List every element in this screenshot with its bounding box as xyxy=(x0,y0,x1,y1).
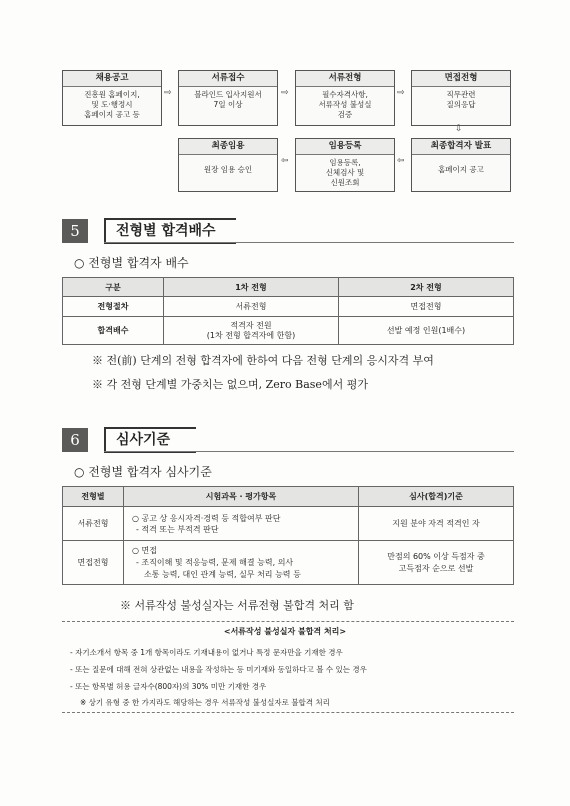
table-header: 2차 전형 xyxy=(339,278,514,297)
flow-box-body: 홈페이지 공고 xyxy=(438,165,484,174)
flow-box-registration xyxy=(295,138,395,192)
criteria-item: - 조직이해 및 적응능력, 문제 해결 능력, 의사 xyxy=(136,557,294,567)
criteria-item: ○ 면접 xyxy=(132,545,157,555)
flow-box-body: 원장 임용 승인 xyxy=(203,165,253,174)
flow-box-title: 면접전형 xyxy=(412,71,510,87)
table-header: 전형별 xyxy=(63,487,124,507)
flow-box-body: 임용등록, 신체검사 및 신원조회 xyxy=(325,158,365,187)
flow-box-final-announcement xyxy=(411,138,511,192)
table-header: 시험과목 · 평가항목 xyxy=(124,487,359,507)
table-cell: 만점의 60% 이상 득점자 중 고득점자 순으로 선발 xyxy=(359,541,514,585)
criteria-item: 소통 능력, 대인 관계 능력, 실무 처리 능력 등 xyxy=(144,569,301,579)
section-number: 6 xyxy=(62,428,88,452)
multiplier-table xyxy=(62,277,514,345)
section-subtitle: ○ 전형별 합격자 심사기준 xyxy=(74,465,212,479)
flow-box-body: 진흥원 홈페이지, 및 도·행정시 홈페이지 공고 등 xyxy=(84,90,140,119)
section-title: 전형별 합격배수 xyxy=(104,218,236,244)
arrow-right-icon: ⇨ xyxy=(281,88,289,98)
box-title: <서류작성 불성실자 불합격 처리> xyxy=(223,627,347,636)
table-cell: 면접전형 xyxy=(339,297,514,317)
table-cell: 합격배수 xyxy=(63,317,164,345)
table-cell: 전형절차 xyxy=(63,297,164,317)
table-cell: 적격자 전원 (1차 전형 합격자에 한함) xyxy=(164,317,339,345)
flow-box-title: 최종임용 xyxy=(179,139,277,155)
box-line: - 자기소개서 항목 중 1개 항목이라도 기재내용이 없거나 특정 문자만을 기재한 경우 xyxy=(70,648,343,657)
flow-box-interview xyxy=(411,70,511,126)
flow-box-title: 임용등록 xyxy=(296,139,394,155)
flow-box-title: 채용공고 xyxy=(63,71,161,87)
arrow-down-icon: ⇩ xyxy=(455,124,463,134)
table-cell: 지원 분야 자격 적격인 자 xyxy=(359,507,514,541)
flow-box-body: 직무관련 질의응답 xyxy=(446,90,476,109)
table-header: 심사(합격)기준 xyxy=(359,487,514,507)
note-line: ※ 전(前) 단계의 전형 합격자에 한하여 다음 전형 단계의 응시자격 부여 xyxy=(92,354,434,367)
table-cell: 선발 예정 인원(1배수) xyxy=(339,317,514,345)
flow-box-recruitment-notice xyxy=(62,70,162,126)
table-cell: 서류전형 xyxy=(63,507,124,541)
arrow-right-icon: ⇨ xyxy=(164,88,172,98)
criteria-item: - 적격 또는 부적격 판단 xyxy=(136,524,219,534)
section-title: 심사기준 xyxy=(104,427,196,453)
table-cell xyxy=(124,541,359,585)
criteria-table xyxy=(62,486,514,585)
flow-box-final-appointment xyxy=(178,138,278,192)
flow-box-title: 서류접수 xyxy=(179,71,277,87)
table-header: 1차 전형 xyxy=(164,278,339,297)
table-header: 구분 xyxy=(63,278,164,297)
section-divider xyxy=(104,242,514,243)
flow-box-body: 필수자격사항, 서류작성 불성실 검증 xyxy=(318,90,372,119)
box-line: ※ 상기 유형 중 한 가지라도 해당하는 경우 서류작성 불성실자로 불합격 처리 xyxy=(80,698,330,707)
section-number: 5 xyxy=(62,219,88,243)
table-row xyxy=(63,297,514,317)
arrow-right-icon: ⇨ xyxy=(397,88,405,98)
arrow-left-icon: ⇦ xyxy=(281,156,289,166)
box-line: - 또는 질문에 대해 전혀 상관없는 내용을 작성하는 등 미기재와 동일하다고 볼 수 있는 경우 xyxy=(70,665,367,674)
flow-box-title: 최종합격자 발표 xyxy=(412,139,510,155)
table-cell: 면접전형 xyxy=(63,541,124,585)
note-line: ※ 각 전형 단계별 가중치는 없으며, Zero Base에서 평가 xyxy=(92,378,368,391)
section-divider xyxy=(104,451,514,452)
note-line: ※ 서류작성 불성실자는 서류전형 불합격 처리 함 xyxy=(120,599,354,612)
flow-box-document-screening xyxy=(295,70,395,126)
table-row xyxy=(63,317,514,345)
table-cell: 서류전형 xyxy=(164,297,339,317)
arrow-left-icon: ⇦ xyxy=(397,156,405,166)
table-cell xyxy=(124,507,359,541)
flow-box-title: 서류전형 xyxy=(296,71,394,87)
flow-box-body: 블라인드 입사지원서 7일 이상 xyxy=(194,90,262,109)
box-line: - 또는 항목별 허용 글자수(800자)의 30% 미만 기재한 경우 xyxy=(70,682,267,691)
section-subtitle: ○ 전형별 합격자 배수 xyxy=(74,256,189,270)
flow-box-document-submission xyxy=(178,70,278,126)
criteria-item: ○ 공고 상 응시자격·경력 등 적합여부 판단 xyxy=(132,513,281,523)
table-row xyxy=(63,541,514,585)
table-row xyxy=(63,507,514,541)
